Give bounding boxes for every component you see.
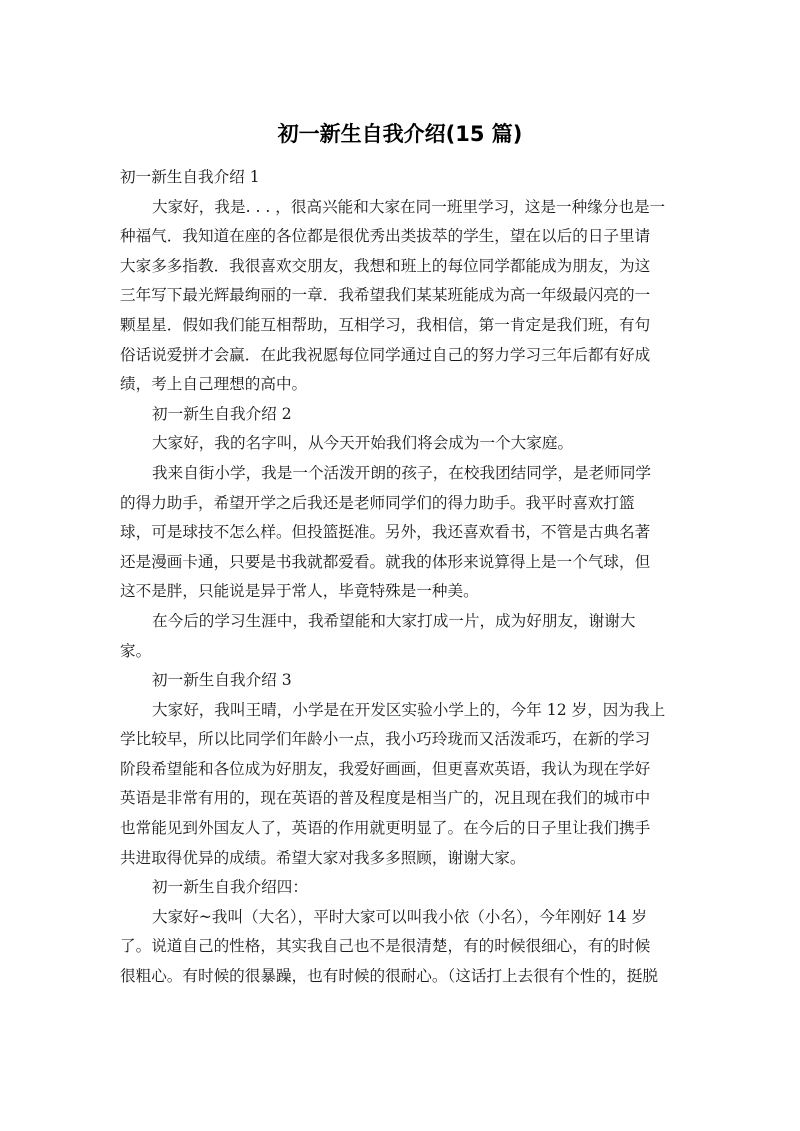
paragraph-line: 颗星星．假如我们能互相帮助，互相学习，我相信，第一肯定是我们班，有句 bbox=[120, 315, 651, 334]
paragraph-line: 这不是胖，只能说是异于常人，毕竟特殊是一种美。 bbox=[120, 582, 479, 601]
paragraph-line: 大家好~我叫（大名），平时大家可以叫我小依（小名），今年刚好 14 岁 bbox=[152, 907, 648, 926]
paragraph-line: 大家好，我是. . . ，很高兴能和大家在同一班里学习，这是一种缘分也是一 bbox=[152, 197, 666, 216]
paragraph-line: 很粗心。有时候的很暴躁，也有时候的很耐心。（这话打上去很有个性的，挺脱 bbox=[120, 967, 658, 986]
paragraph-line: 球，可是球技不怎么样。但投篮挺准。另外，我还喜欢看书，不管是古典名著 bbox=[120, 523, 651, 542]
section-heading: 初一新生自我介绍 2 bbox=[152, 404, 292, 423]
paragraph-line: 种福气．我知道在座的各位都是很优秀出类拔萃的学生，望在以后的日子里请 bbox=[120, 227, 651, 246]
paragraph-line: 俗话说爱拼才会赢．在此我祝愿每位同学通过自己的努力学习三年后都有好成 bbox=[120, 345, 651, 364]
paragraph-line: 三年写下最光辉最绚丽的一章．我希望我们某某班能成为高一年级最闪亮的一 bbox=[120, 286, 651, 305]
paragraph-line: 大家多多指教．我很喜欢交朋友，我想和班上的每位同学都能成为朋友，为这 bbox=[120, 256, 651, 275]
paragraph-line: 大家好，我的名字叫，从今天开始我们将会成为一个大家庭。 bbox=[152, 434, 574, 453]
paragraph-line: 学比较早，所以比同学们年龄小一点，我小巧玲珑而又活泼乖巧，在新的学习 bbox=[120, 730, 651, 749]
document-title: 初一新生自我介绍(15 篇) bbox=[277, 122, 523, 146]
paragraph-line: 英语是非常有用的，现在英语的普及程度是相当广的，况且现在我们的城市中 bbox=[120, 789, 651, 808]
paragraph-line: 还是漫画卡通，只要是书我就都爱看。就我的体形来说算得上是一个气球，但 bbox=[120, 552, 651, 571]
paragraph-line: 在今后的学习生涯中，我希望能和大家打成一片，成为好朋友，谢谢大 bbox=[152, 611, 636, 630]
paragraph-line: 绩，考上自己理想的高中。 bbox=[120, 375, 308, 394]
paragraph-line: 的得力助手，希望开学之后我还是老师同学们的得力助手。我平时喜欢打篮 bbox=[120, 493, 635, 512]
paragraph-line: 也常能见到外国友人了，英语的作用就更明显了。在今后的日子里让我们携手 bbox=[120, 819, 651, 838]
section-heading: 初一新生自我介绍 1 bbox=[120, 168, 260, 186]
document-body bbox=[120, 163, 684, 992]
section-heading: 初一新生自我介绍 3 bbox=[152, 671, 292, 690]
paragraph-line: 我来自街小学，我是一个活泼开朗的孩子，在校我团结同学，是老师同学 bbox=[152, 463, 652, 482]
paragraph-line: 了。说道自己的性格，其实我自己也不是很清楚，有的时候很细心，有的时候 bbox=[120, 937, 651, 956]
section-heading: 初一新生自我介绍四： bbox=[152, 878, 308, 897]
paragraph-line: 大家好，我叫王晴，小学是在开发区实验小学上的，今年 12 岁，因为我上 bbox=[152, 700, 666, 719]
paragraph-line: 阶段希望能和各位成为好朋友，我爱好画画，但更喜欢英语，我认为现在学好 bbox=[120, 759, 651, 778]
paragraph-line: 共进取得优异的成绩。希望大家对我多多照顾，谢谢大家。 bbox=[120, 848, 526, 867]
paragraph-line: 家。 bbox=[120, 641, 152, 660]
